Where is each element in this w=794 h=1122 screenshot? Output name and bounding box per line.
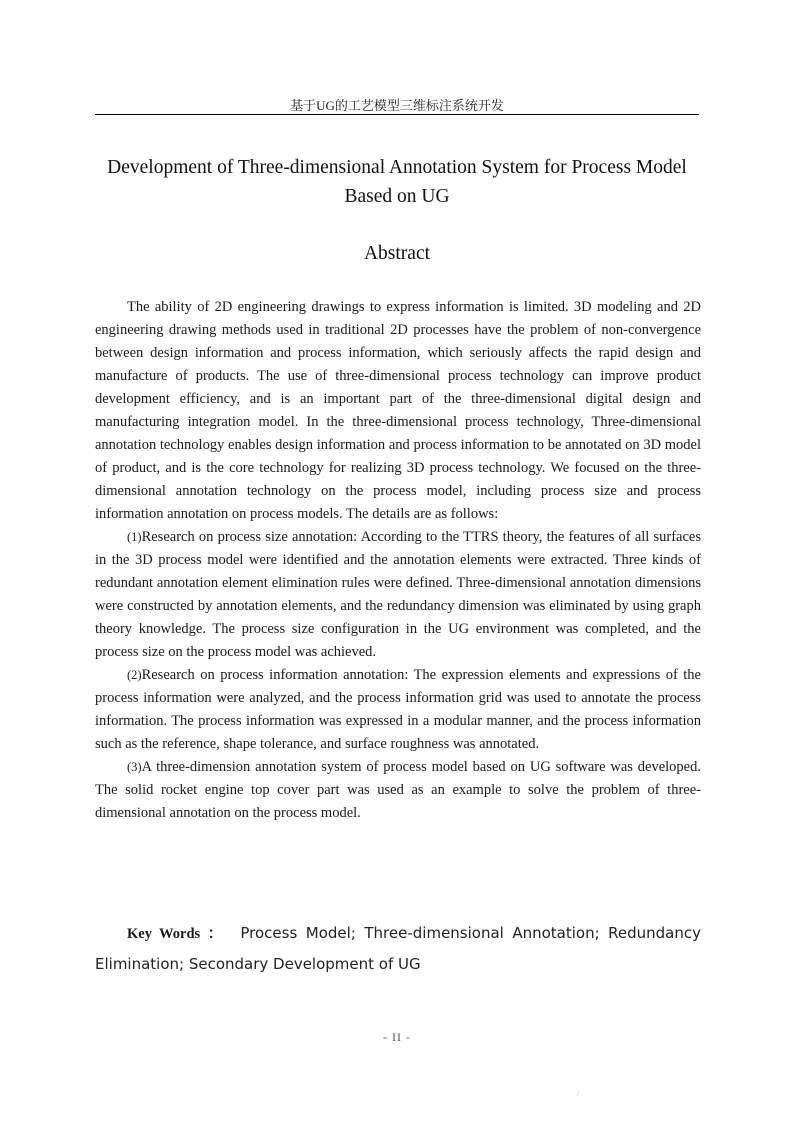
keywords-label: Key Words <box>127 926 201 942</box>
keywords-separator: ： <box>207 926 227 942</box>
document-title <box>90 153 704 211</box>
running-header: 基于UG的工艺模型三维标注系统开发 <box>290 98 504 113</box>
item-text: Research on process information annotation: The expression elements and expressions of the process information were analyzed, and the process information grid was used to annotate the process information. The process information was expressed in a modular manner, and the process information such as the reference, shape tolerance, and surface roughness was annotated. <box>95 667 701 752</box>
page-number: - II - <box>383 1030 411 1044</box>
item-number: (1) <box>127 530 142 544</box>
keywords-text: Process Model; Three-dimensional Annotation; Redundancy Elimination; Secondary Development of UG <box>95 924 701 973</box>
abstract-item-3 <box>95 756 701 825</box>
item-number: (2) <box>127 668 142 682</box>
abstract-intro-paragraph: The ability of 2D engineering drawings to express information is limited. 3D modeling and 2D engineering drawing methods used in traditional 2D processes have the problem of non-convergence between design information and process information, which seriously affects the rapid design and manufacture of products. The use of three-dimensional process technology can improve product development efficiency, and is an important part of the three-dimensional digital design and manufacturing integration model. In the three-dimensional process technology, Three-dimensional annotation technology enables design information and process information to be annotated on 3D model of product, and is the core technology for realizing 3D process technology. We focused on the three-dimensional annotation technology on the process model, including process size and process information annotation on process models. The details are as follows: <box>95 299 701 522</box>
abstract-body <box>95 296 701 825</box>
item-text: Research on process size annotation: According to the TTRS theory, the features of all surfaces in the 3D process model were identified and the annotation elements were extracted. Three kinds of redundant annotation element elimination rules were defined. Three-dimensional annotation dimensions were constructed by annotation elements, and the redundancy dimension was eliminated by using graph theory knowledge. The process size configuration in the UG environment was completed, and the process size on the process model was achieved. <box>95 529 701 660</box>
abstract-heading: Abstract <box>363 243 431 264</box>
abstract-item-1 <box>95 526 701 664</box>
stray-mark: / <box>577 1088 580 1098</box>
item-number: (3) <box>127 760 142 774</box>
abstract-item-2 <box>95 664 701 756</box>
item-text: A three-dimension annotation system of process model based on UG software was developed. The solid rocket engine top cover part was used as an example to solve the problem of three-dimensional annotation on the process model. <box>95 759 701 821</box>
header-divider <box>95 114 699 115</box>
keywords-paragraph <box>95 918 701 980</box>
title-line-2: Based on UG <box>344 186 450 207</box>
title-line-1: Development of Three-dimensional Annotation System for Process Model <box>107 157 687 178</box>
